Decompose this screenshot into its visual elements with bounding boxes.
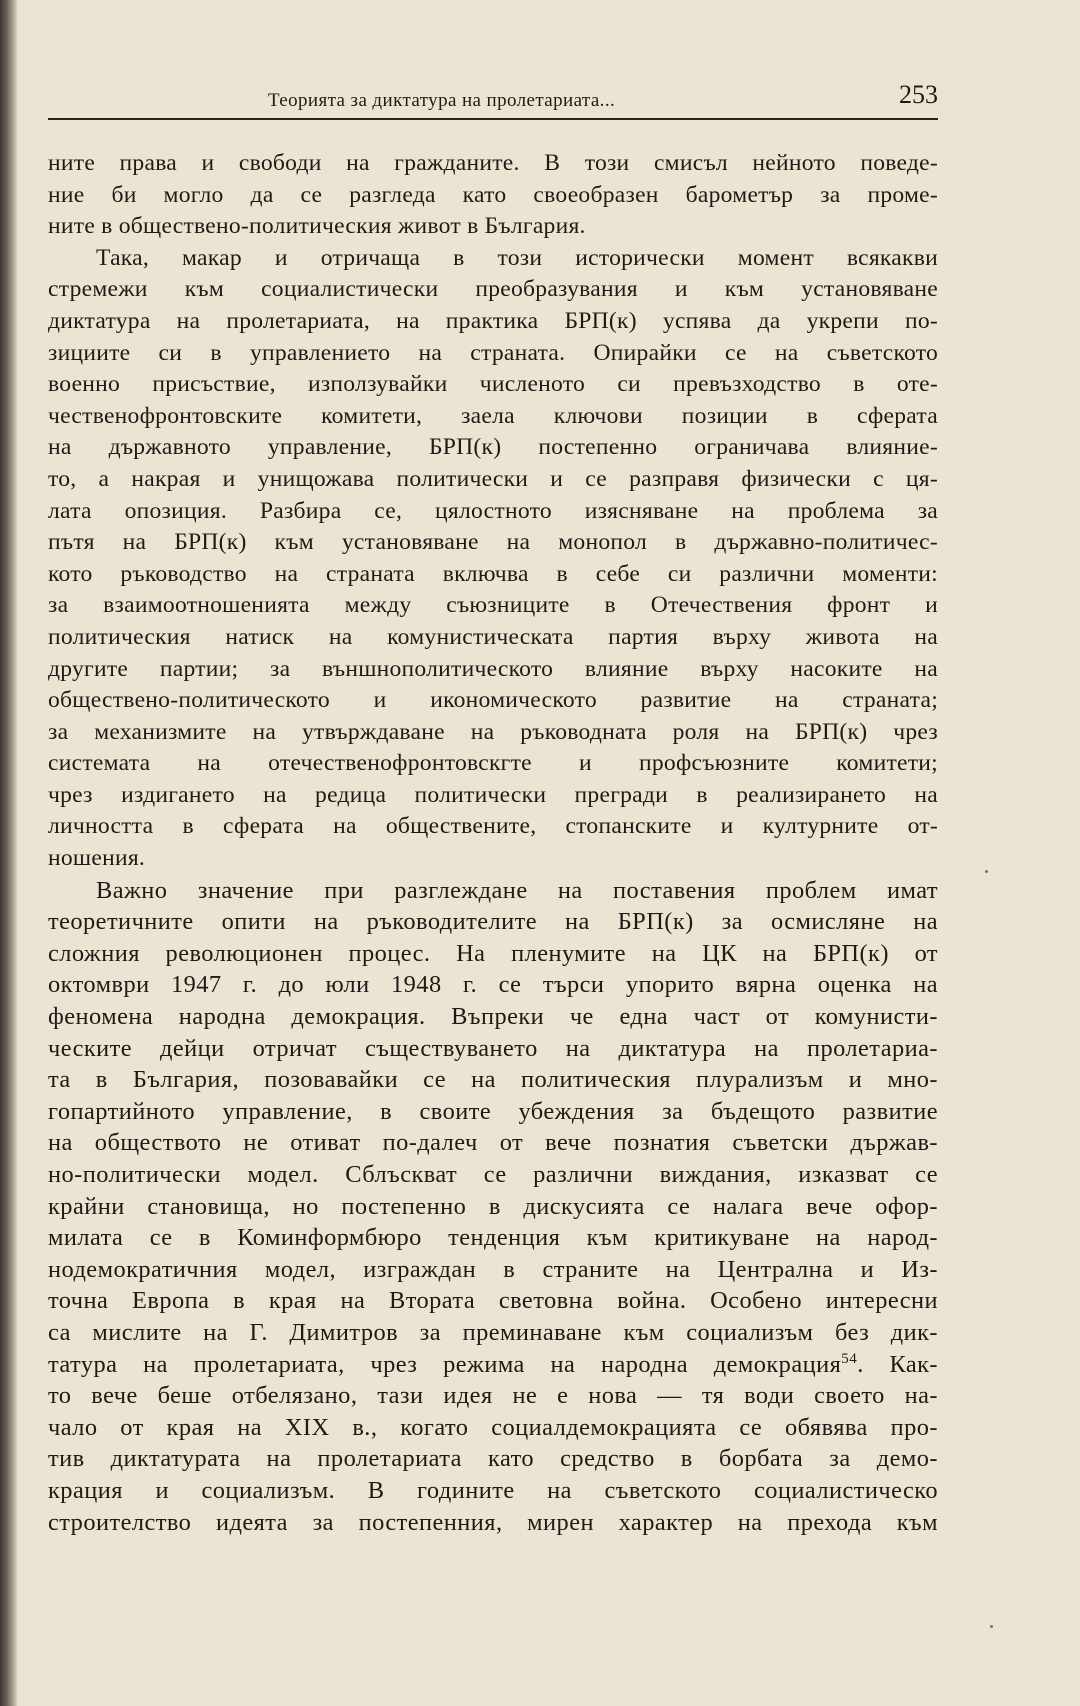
text-line: са мислите на Г. Димитров за преминаване към социализъм без дик- [48, 1318, 938, 1346]
text-line: феномена народна демокрация. Въпреки че една част от комунисти- [48, 1003, 938, 1031]
paper-speck [985, 870, 988, 873]
text-line: ние би могло да се разгледа като своеобразен барометър за проме- [48, 181, 938, 208]
text-line: ческите дейци отричат съществуването на диктатура на пролетариа- [48, 1034, 938, 1062]
text-line: то вече беше отбелязано, тази идея не е нова — тя води своето на- [48, 1382, 938, 1410]
page-binding-shadow [0, 0, 18, 1706]
running-header [48, 78, 938, 120]
text-line: пътя на БРП(к) към установяване на монопол в държавно-политичес- [48, 529, 938, 556]
paragraph-start-line: Така, макар и отричаща в този исторически момент всякакви [96, 244, 938, 271]
text-line: ните в обществено-политическия живот в България. [48, 213, 586, 240]
text-line: строителство идеята за постепенния, мирен характер на прехода към [48, 1508, 938, 1536]
text-line: крация и социализъм. В годините на съветското социалистическо [48, 1476, 938, 1504]
text-line: та в България, позовавайки се на политическия плурализъм и мно- [48, 1066, 938, 1094]
text-line: но-политически модел. Сблъскват се различни виждания, изказват се [48, 1161, 938, 1188]
text-line: другите партии; за външнополитическото влияние върху насоките на [48, 655, 938, 682]
text-line: зициите си в управлението на страната. Опирайки се на съветското [48, 339, 938, 366]
text-line: ношения. [48, 845, 146, 872]
footnote-line-text-before: татура на пролетариата, чрез режима на народна демокрация [48, 1350, 842, 1378]
paper-speck [990, 1625, 993, 1628]
text-line: милата се в Коминформбюро тенденция към критикуване на народ- [48, 1224, 938, 1252]
text-line: военно присъствие, използувайки численото си превъзходство в оте- [48, 371, 938, 398]
text-line: октомври 1947 г. до юли 1948 г. се търси упорито вярна оценка на [48, 971, 938, 999]
text-line: личността в сферата на обществените, стопанските и културните от- [48, 813, 938, 840]
text-line: стремежи към социалистически преобразувания и към установяване [48, 276, 938, 303]
paragraph-start-line: Важно значение при разглеждане на поставения проблем имат [96, 876, 938, 904]
text-line: диктатура на пролетариата, на практика БРП(к) успява да укрепи по- [48, 307, 938, 334]
running-title: Теорията за диктатура на пролетариата... [268, 90, 616, 111]
text-line: политическия натиск на комунистическата партия върху живота на [48, 623, 938, 650]
text-line: точна Европа в края на Втората световна война. Особено интересни [48, 1287, 938, 1315]
body-text [48, 148, 938, 1538]
text-line: кото ръководство на страната включва в себе си различни моменти: [48, 560, 938, 587]
text-line: теоретичните опити на ръководителите на БРП(к) за осмисляне на [48, 908, 938, 936]
text-line: чрез издигането на редица политически прегради в реализирането на [48, 781, 938, 808]
text-line: гопартийното управление, в своите убеждения за бъдещото развитие [48, 1097, 938, 1125]
footnote-marker: 54 [841, 1350, 858, 1367]
text-line: то, а накрая и унищожава политически и се разправя физически с ця- [48, 465, 938, 492]
text-line: на обществото не отиват по-далеч от вече познатия съветски държав- [48, 1129, 938, 1157]
footnote-line-text-after: . Как- [857, 1350, 939, 1378]
text-line: ните права и свободи на гражданите. В този смисъл нейното поведе- [48, 150, 938, 176]
text-line: крайни становища, но постепенно в дискусията се налага вече офор- [48, 1192, 938, 1220]
text-line: сложния революционен процес. На пленумите на ЦК на БРП(к) от [48, 939, 938, 967]
text-line: на държавното управление, БРП(к) постепенно ограничава влияние- [48, 434, 938, 461]
page-number: 253 [899, 80, 938, 109]
text-line: за механизмите на утвърждаване на ръководната роля на БРП(к) чрез [48, 718, 938, 745]
text-line: за взаимоотношенията между съюзниците в Отечествения фронт и [48, 592, 938, 619]
text-line: нодемократичния модел, изграждан в страните на Централна и Из- [48, 1255, 938, 1283]
text-line: обществено-политическото и икономическото развитие на страната; [48, 687, 938, 714]
text-line: чало от края на XIX в., когато социалдемокрацията се обявява про- [48, 1413, 938, 1441]
text-line: лата опозиция. Разбира се, цялостното изясняване на проблема за [48, 497, 938, 524]
text-line: тив диктатурата на пролетариата като средство в борбата за демо- [48, 1445, 938, 1473]
footnote-reference-line [48, 1349, 938, 1381]
text-line: системата на отечественофронтовскгте и профсъюзните комитети; [48, 750, 938, 777]
text-line: чественофронтовските комитети, заела ключови позиции в сферата [48, 402, 938, 429]
